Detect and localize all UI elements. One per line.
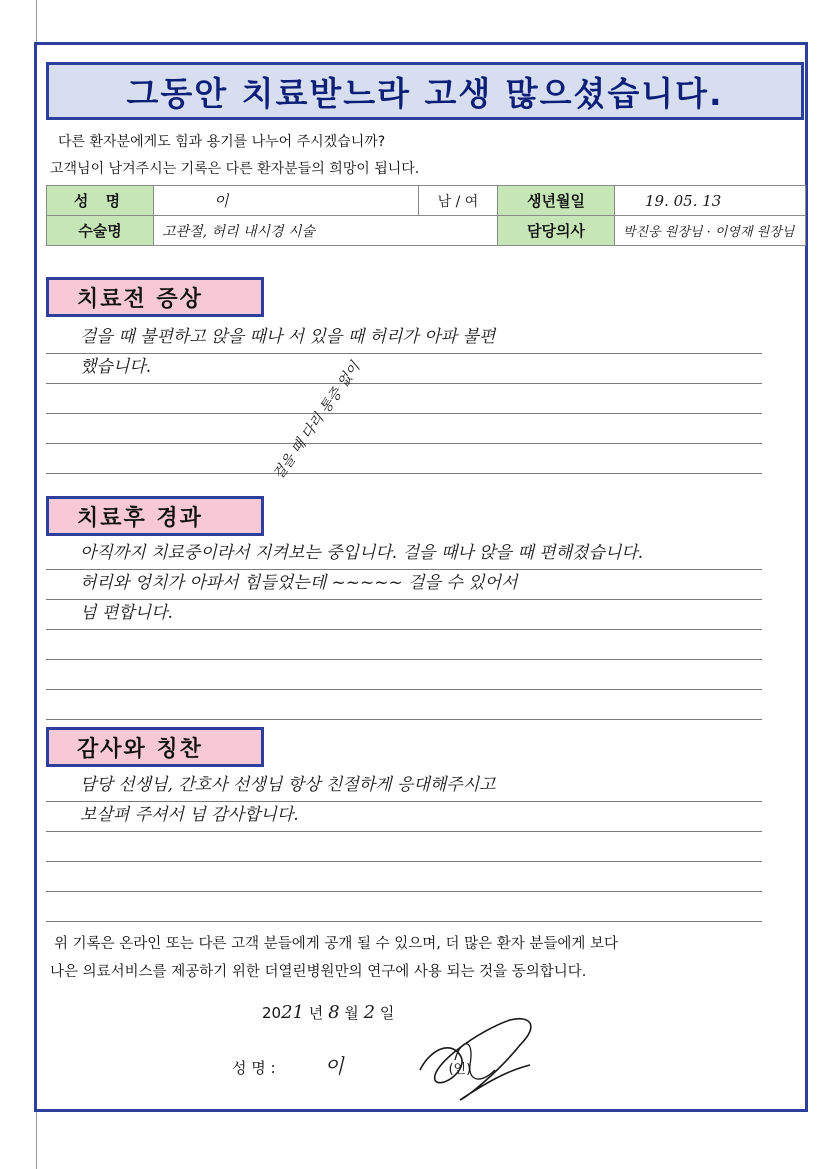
surgery-label: 수술명 — [47, 216, 154, 246]
date-month-unit: 월 — [344, 1004, 359, 1022]
after-lines — [46, 540, 762, 720]
name-value: 이 — [154, 186, 419, 216]
date-day-hand: 2 — [363, 1002, 376, 1023]
before-line-3 — [46, 384, 762, 414]
after-heading: 치료후 경과 — [46, 496, 264, 536]
title-banner — [46, 62, 804, 120]
date-year-unit: 년 — [308, 1004, 324, 1022]
thanks-heading: 감사와 칭찬 — [46, 727, 264, 767]
date-year-prefix: 20 — [262, 1004, 282, 1022]
surgery-value: 고관절, 허리 내시경 시술 — [154, 216, 498, 246]
doctor-label: 담당의사 — [498, 216, 615, 246]
date-row — [262, 1002, 394, 1023]
after-line-3: 넘 편합니다. — [46, 600, 762, 630]
after-annotation: 걸을 때 다리 통증 없이 — [270, 359, 364, 483]
handwritten-signature — [400, 1010, 550, 1110]
after-line-4 — [46, 630, 762, 660]
date-day-unit: 일 — [379, 1004, 395, 1022]
consent-line-1: 위 기록은 온라인 또는 다른 고객 분들에게 공개 될 수 있으며, 더 많은 환자 분들에게 보다 — [54, 936, 618, 952]
thanks-line-2: 보살펴 주셔서 넘 감사합니다. — [46, 802, 762, 832]
doctor-value: 박진웅 원장님 · 이영재 원장님 — [615, 216, 806, 246]
after-line-1: 아직까지 치료중이라서 지켜보는 중입니다. 걸을 때나 앉을 때 편해졌습니다. — [46, 540, 762, 570]
thanks-line-3 — [46, 832, 762, 862]
signature-seal-label: (인) — [448, 1062, 472, 1077]
patient-info-table — [46, 185, 806, 246]
thanks-lines — [46, 772, 762, 922]
before-lines — [46, 324, 762, 474]
birth-value: 19. 05. 13 — [615, 186, 806, 216]
thanks-line-4 — [46, 862, 762, 892]
intro-line-1: 다른 환자분에게도 힘과 용기를 나누어 주시겠습니까? — [58, 134, 386, 150]
before-line-1: 걸을 때 불편하고 앉을 때나 서 있을 때 허리가 아파 불편 — [46, 324, 762, 354]
after-line-5 — [46, 660, 762, 690]
before-line-4 — [46, 414, 762, 444]
before-heading: 치료전 증상 — [46, 277, 264, 317]
gender-label: 남 / 여 — [419, 186, 498, 216]
thanks-line-5 — [46, 892, 762, 922]
birth-label: 생년월일 — [498, 186, 615, 216]
signature-label: 성 명 : — [232, 1059, 276, 1077]
page-title: 그동안 치료받느라 고생 많으셨습니다. — [126, 73, 724, 113]
before-line-2: 했습니다. — [46, 354, 762, 384]
thanks-line-1: 담당 선생님, 간호사 선생님 항상 친절하게 응대해주시고 — [46, 772, 762, 802]
date-month-hand: 8 — [328, 1002, 340, 1023]
after-line-6 — [46, 690, 762, 720]
name-label: 성 명 — [47, 186, 154, 216]
intro-line-2: 고객님이 남겨주시는 기록은 다른 환자분들의 희망이 됩니다. — [50, 161, 420, 177]
signature-name-hand: 이 — [324, 1054, 344, 1078]
date-year-hand: 21 — [281, 1002, 304, 1023]
before-line-5 — [46, 444, 762, 474]
after-line-2: 허리와 엉치가 아파서 힘들었는데 ~~~~~ 걸을 수 있어서 — [46, 570, 762, 600]
consent-line-2: 나은 의료서비스를 제공하기 위한 더열린병원만의 연구에 사용 되는 것을 동의합니다. — [50, 964, 587, 980]
